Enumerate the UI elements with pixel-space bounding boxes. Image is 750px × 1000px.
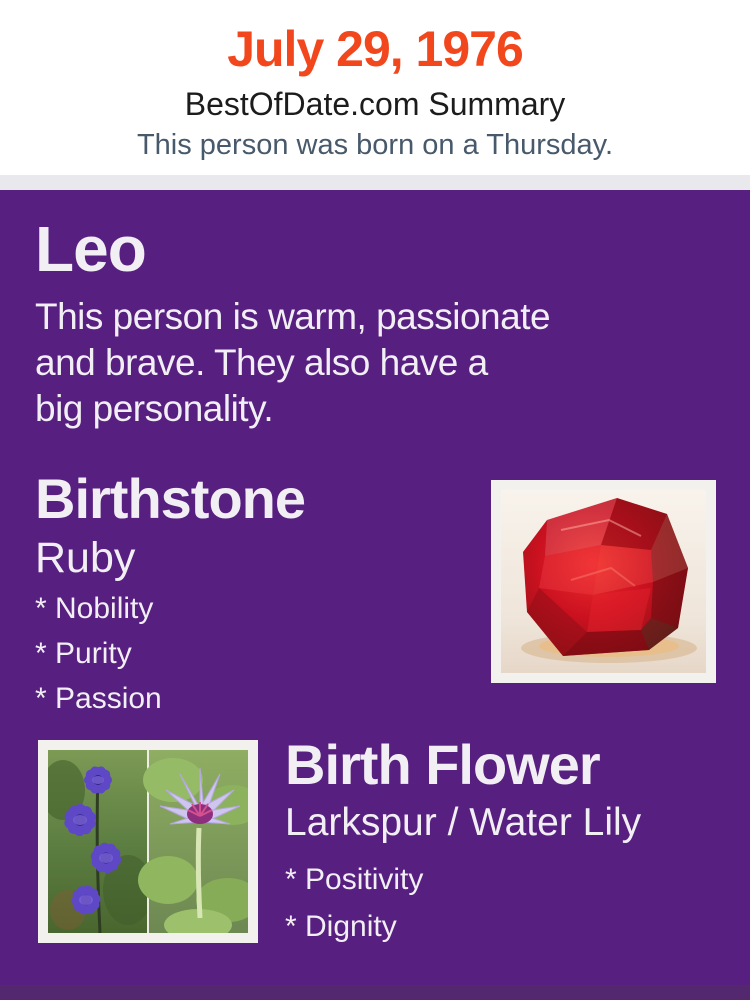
birth-flower-trait-list <box>285 856 423 950</box>
ruby-gemstone-illustration <box>501 490 706 673</box>
larkspur-water-lily-photo <box>38 740 258 943</box>
zodiac-description-line: and brave. They also have a <box>35 342 488 383</box>
birth-flower-heading: Birth Flower <box>285 733 600 796</box>
page-title-date: July 29, 1976 <box>227 21 523 77</box>
zodiac-sign-heading: Leo <box>35 213 146 285</box>
birth-flower-name: Larkspur / Water Lily <box>285 801 642 844</box>
birthstone-trait-list <box>35 586 162 721</box>
birth-flower-illustration <box>48 750 248 933</box>
birth-flower-trait: * Positivity <box>285 863 424 896</box>
ruby-gemstone-photo <box>491 480 716 683</box>
zodiac-description <box>35 294 550 432</box>
footer-strip <box>0 985 750 1000</box>
birthstone-trait: * Passion <box>35 682 162 715</box>
birthstone-trait: * Purity <box>35 637 132 670</box>
birthstone-name: Ruby <box>35 534 136 582</box>
birthstone-heading: Birthstone <box>35 467 305 530</box>
header-divider <box>0 175 750 190</box>
zodiac-description-line: big personality. <box>35 388 274 429</box>
zodiac-description-line: This person is warm, passionate <box>35 296 551 337</box>
birthstone-trait: * Nobility <box>35 592 154 625</box>
born-day-note: This person was born on a Thursday. <box>136 129 614 161</box>
birth-flower-trait: * Dignity <box>285 910 397 943</box>
site-summary-subtitle: BestOfDate.com Summary <box>184 86 566 122</box>
